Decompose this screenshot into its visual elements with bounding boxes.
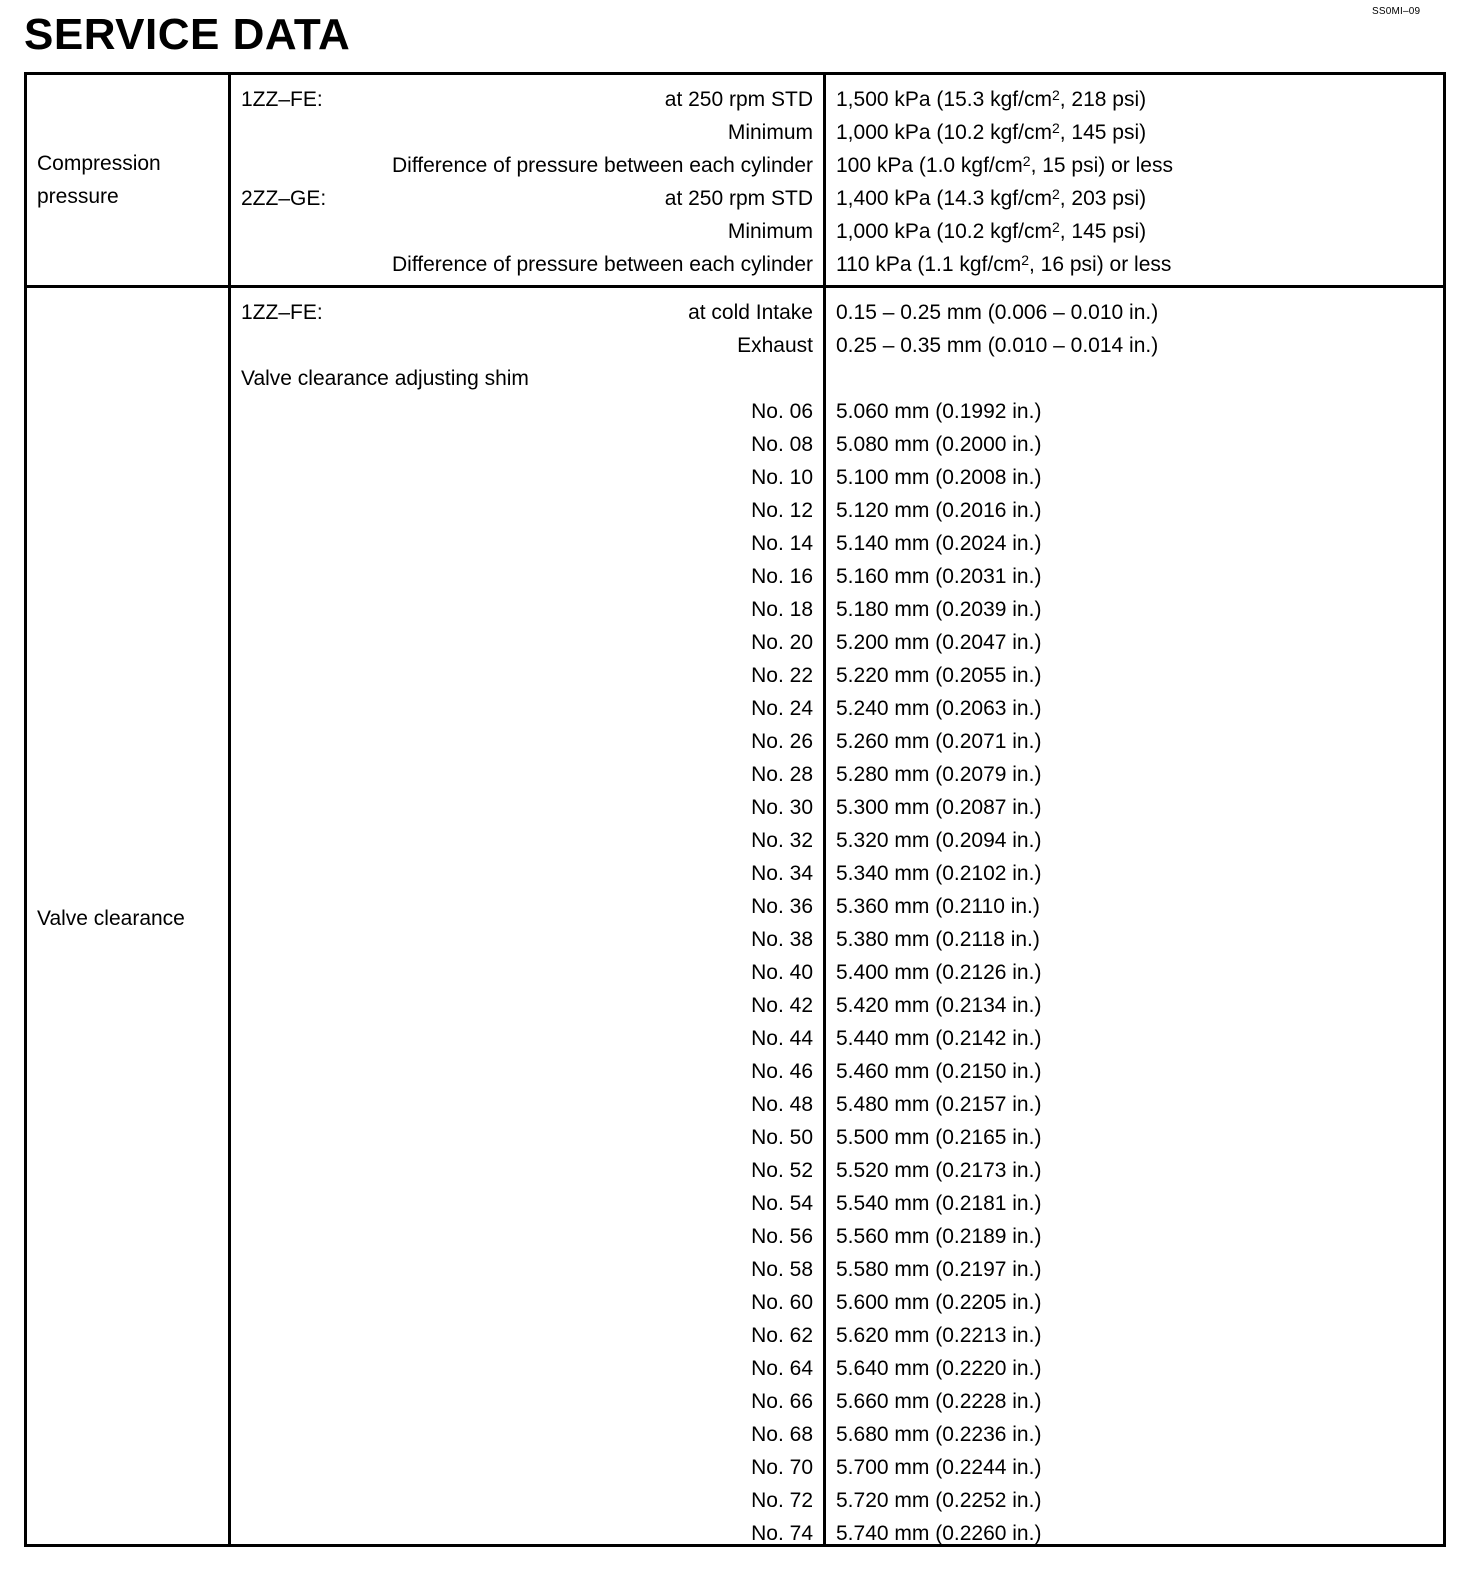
shim-thickness: 5.660 mm (0.2228 in.) — [836, 1390, 1042, 1413]
shim-thickness: 5.560 mm (0.2189 in.) — [836, 1225, 1042, 1248]
shim-thickness: 5.380 mm (0.2118 in.) — [836, 928, 1040, 951]
table-row — [231, 1154, 1443, 1187]
shim-thickness: 5.180 mm (0.2039 in.) — [836, 598, 1042, 621]
shim-thickness: 5.620 mm (0.2213 in.) — [836, 1324, 1042, 1347]
condition-label: Difference of pressure between each cylinder — [391, 253, 813, 276]
spec-value: 1,000 kPa (10.2 kgf/$cm^2$, 145 psi) — [836, 219, 1147, 243]
shim-number: No. 44 — [751, 1027, 813, 1050]
valve-clearance-label: Valve clearance — [37, 907, 185, 930]
table-row — [231, 692, 1443, 725]
table-row — [231, 1484, 1443, 1517]
table-row — [231, 1220, 1443, 1253]
shim-thickness: 5.280 mm (0.2079 in.) — [836, 763, 1042, 786]
document-code: SS0MI–09 — [1372, 6, 1421, 17]
shim-thickness: 5.480 mm (0.2157 in.) — [836, 1093, 1042, 1116]
table-row — [231, 725, 1443, 758]
spec-value: 100 kPa (1.0 kgf/$cm^2$, 15 psi) or less — [836, 153, 1173, 177]
table-row — [231, 890, 1443, 923]
compression-rows — [231, 83, 1443, 281]
compression-pressure-section — [27, 75, 1443, 288]
shim-number: No. 68 — [751, 1423, 813, 1446]
shim-number: No. 66 — [751, 1390, 813, 1413]
shim-thickness: 5.460 mm (0.2150 in.) — [836, 1060, 1042, 1083]
table-row — [231, 362, 1443, 395]
shim-number: No. 42 — [751, 994, 813, 1017]
compression-pressure-label: Compression pressure — [37, 152, 161, 208]
shim-number: No. 14 — [751, 532, 813, 555]
shim-number: No. 36 — [751, 895, 813, 918]
shim-number: No. 10 — [751, 466, 813, 489]
shim-number: No. 70 — [751, 1456, 813, 1479]
spec-value: 0.25 – 0.35 mm (0.010 – 0.014 in.) — [836, 334, 1159, 357]
shim-number: No. 50 — [751, 1126, 813, 1149]
table-row — [231, 329, 1443, 362]
shim-number: No. 60 — [751, 1291, 813, 1314]
service-data-table — [24, 72, 1446, 1547]
table-row — [231, 659, 1443, 692]
spec-value: 110 kPa (1.1 kgf/$cm^2$, 16 psi) or less — [836, 252, 1172, 276]
shim-number: No. 56 — [751, 1225, 813, 1248]
table-row — [231, 116, 1443, 149]
shim-thickness: 5.100 mm (0.2008 in.) — [836, 466, 1042, 489]
table-row — [231, 149, 1443, 182]
shim-number: No. 28 — [751, 763, 813, 786]
table-row — [231, 182, 1443, 215]
table-row — [231, 791, 1443, 824]
table-row — [231, 83, 1443, 116]
table-row — [231, 215, 1443, 248]
table-row — [231, 1088, 1443, 1121]
table-row — [231, 494, 1443, 527]
shim-thickness: 5.080 mm (0.2000 in.) — [836, 433, 1042, 456]
table-row — [231, 1022, 1443, 1055]
table-row — [231, 296, 1443, 329]
spec-value: 1,400 kPa (14.3 kgf/$cm^2$, 203 psi) — [836, 186, 1147, 210]
shim-thickness: 5.540 mm (0.2181 in.) — [836, 1192, 1042, 1215]
table-row — [231, 857, 1443, 890]
shim-number: No. 52 — [751, 1159, 813, 1182]
shim-thickness: 5.440 mm (0.2142 in.) — [836, 1027, 1042, 1050]
table-row — [231, 824, 1443, 857]
shim-number: No. 22 — [751, 664, 813, 687]
shim-number: No. 16 — [751, 565, 813, 588]
shim-number: No. 58 — [751, 1258, 813, 1281]
shim-number: No. 74 — [751, 1522, 813, 1545]
shim-number: No. 18 — [751, 598, 813, 621]
table-row — [231, 1385, 1443, 1418]
shim-number: No. 48 — [751, 1093, 813, 1116]
condition-label: Difference of pressure between each cylinder — [391, 154, 813, 177]
shim-thickness: 5.420 mm (0.2134 in.) — [836, 994, 1042, 1017]
condition-label: Minimum — [727, 121, 813, 144]
shim-number: No. 46 — [751, 1060, 813, 1083]
condition-label: at 250 rpm STD — [664, 187, 813, 210]
table-row — [231, 626, 1443, 659]
shim-thickness: 5.740 mm (0.2260 in.) — [836, 1522, 1042, 1545]
table-row — [231, 956, 1443, 989]
spec-value: 1,500 kPa (15.3 kgf/$cm^2$, 218 psi) — [836, 87, 1147, 111]
table-row — [231, 1187, 1443, 1220]
table-row — [231, 1418, 1443, 1451]
shim-number: No. 06 — [751, 400, 813, 423]
shim-number: No. 34 — [751, 862, 813, 885]
table-row — [231, 395, 1443, 428]
table-row — [231, 560, 1443, 593]
engine-label: 1ZZ–FE: — [241, 301, 323, 324]
table-row — [231, 1121, 1443, 1154]
condition-label: at 250 rpm STD — [664, 88, 813, 111]
engine-label: 1ZZ–FE: — [241, 88, 323, 111]
shim-number: No. 08 — [751, 433, 813, 456]
shim-thickness: 5.060 mm (0.1992 in.) — [836, 400, 1042, 423]
valve-rows — [231, 296, 1443, 1550]
condition-label: Exhaust — [737, 334, 813, 357]
table-row — [231, 758, 1443, 791]
shim-number: No. 54 — [751, 1192, 813, 1215]
shim-thickness: 5.520 mm (0.2173 in.) — [836, 1159, 1042, 1182]
table-row — [231, 1319, 1443, 1352]
shim-thickness: 5.120 mm (0.2016 in.) — [836, 499, 1042, 522]
shim-thickness: 5.700 mm (0.2244 in.) — [836, 1456, 1042, 1479]
table-row — [231, 527, 1443, 560]
shim-thickness: 5.580 mm (0.2197 in.) — [836, 1258, 1042, 1281]
page-title: SERVICE DATA — [24, 10, 351, 59]
condition-label: at cold Intake — [688, 301, 813, 324]
shim-thickness: 5.200 mm (0.2047 in.) — [836, 631, 1042, 654]
shim-number: No. 72 — [751, 1489, 813, 1512]
shim-number: No. 26 — [751, 730, 813, 753]
shim-thickness: 5.400 mm (0.2126 in.) — [836, 961, 1042, 984]
table-row — [231, 1055, 1443, 1088]
shim-thickness: 5.140 mm (0.2024 in.) — [836, 532, 1042, 555]
table-row — [231, 461, 1443, 494]
spec-value: 0.15 – 0.25 mm (0.006 – 0.010 in.) — [836, 301, 1159, 324]
shim-thickness: 5.320 mm (0.2094 in.) — [836, 829, 1042, 852]
valve-clearance-section — [27, 288, 1443, 1544]
spec-value: 1,000 kPa (10.2 kgf/$cm^2$, 145 psi) — [836, 120, 1147, 144]
shim-heading: Valve clearance adjusting shim — [241, 367, 529, 390]
table-row — [231, 1253, 1443, 1286]
shim-number: No. 12 — [751, 499, 813, 522]
shim-thickness: 5.360 mm (0.2110 in.) — [836, 895, 1040, 918]
table-row — [231, 923, 1443, 956]
shim-thickness: 5.720 mm (0.2252 in.) — [836, 1489, 1042, 1512]
shim-thickness: 5.680 mm (0.2236 in.) — [836, 1423, 1042, 1446]
shim-thickness: 5.340 mm (0.2102 in.) — [836, 862, 1042, 885]
table-row — [231, 248, 1443, 281]
shim-thickness: 5.160 mm (0.2031 in.) — [836, 565, 1042, 588]
shim-list — [231, 395, 1443, 1550]
table-row — [231, 1286, 1443, 1319]
shim-number: No. 62 — [751, 1324, 813, 1347]
shim-number: No. 20 — [751, 631, 813, 654]
shim-number: No. 32 — [751, 829, 813, 852]
table-row — [231, 989, 1443, 1022]
shim-thickness: 5.600 mm (0.2205 in.) — [836, 1291, 1042, 1314]
table-row — [231, 1451, 1443, 1484]
shim-thickness: 5.640 mm (0.2220 in.) — [836, 1357, 1042, 1380]
table-row — [231, 1517, 1443, 1550]
shim-number: No. 38 — [751, 928, 813, 951]
shim-number: No. 24 — [751, 697, 813, 720]
table-row — [231, 593, 1443, 626]
table-row — [231, 1352, 1443, 1385]
engine-label: 2ZZ–GE: — [241, 187, 327, 210]
condition-label: Minimum — [727, 220, 813, 243]
shim-number: No. 40 — [751, 961, 813, 984]
shim-thickness: 5.260 mm (0.2071 in.) — [836, 730, 1042, 753]
shim-thickness: 5.300 mm (0.2087 in.) — [836, 796, 1042, 819]
table-row — [231, 428, 1443, 461]
shim-thickness: 5.240 mm (0.2063 in.) — [836, 697, 1042, 720]
shim-thickness: 5.500 mm (0.2165 in.) — [836, 1126, 1042, 1149]
shim-number: No. 30 — [751, 796, 813, 819]
shim-number: No. 64 — [751, 1357, 813, 1380]
shim-thickness: 5.220 mm (0.2055 in.) — [836, 664, 1042, 687]
